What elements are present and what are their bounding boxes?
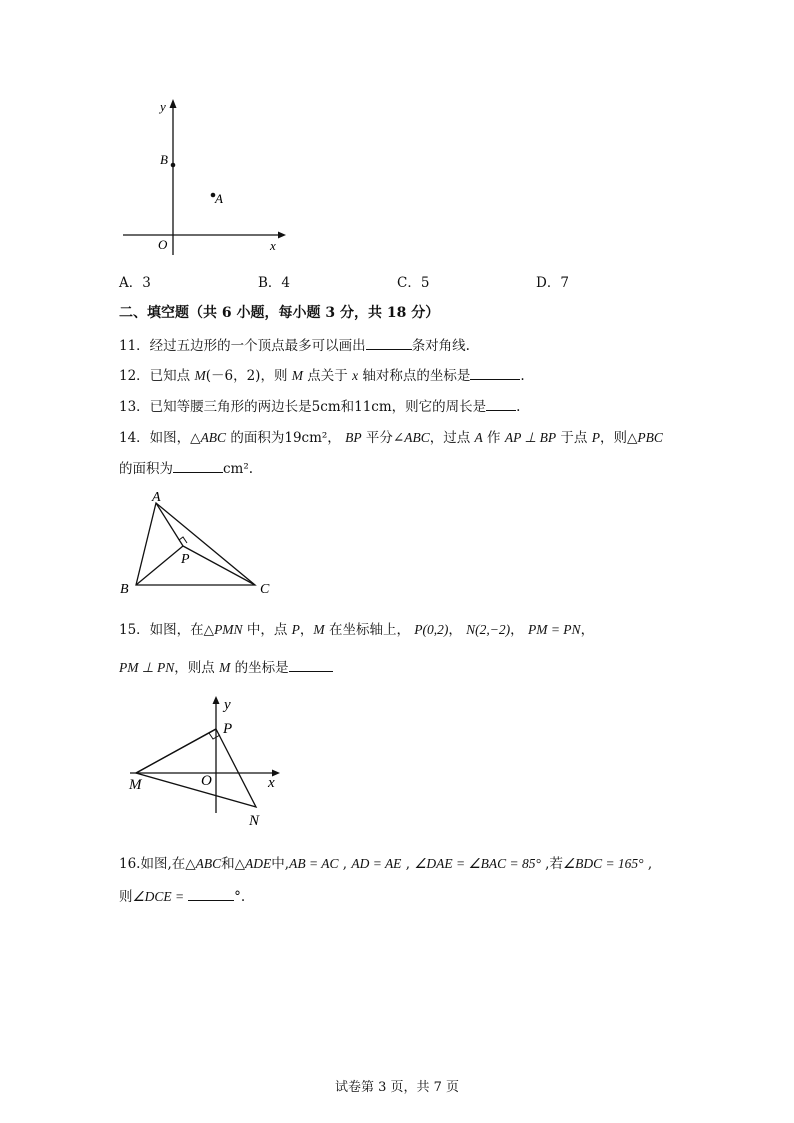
q14-p: P: [591, 430, 600, 445]
q14-part7: ，则△: [599, 430, 638, 446]
q15-p-coord: P(0,2): [414, 622, 449, 637]
q15-m2: M: [219, 660, 231, 675]
label-m: M: [129, 777, 142, 793]
q16-c3: ∠DAE = ∠BAC = 85°: [414, 856, 541, 871]
q14-bp: BP: [345, 430, 362, 445]
q12-x: x: [352, 368, 359, 383]
question-15-line2: [119, 656, 333, 676]
question-12: [119, 364, 525, 384]
q14-pbc: PBC: [637, 430, 663, 445]
q13-text: 13．已知等腰三角形的两边长是5cm和11cm，则它的周长是: [119, 399, 487, 415]
q13-answer-blank[interactable]: [486, 398, 516, 411]
option-b: B．4: [258, 275, 291, 291]
q14-abc: ABC: [200, 430, 227, 445]
segment-pc: [183, 546, 255, 585]
triangle-abc: [136, 503, 255, 585]
page-footer: 试卷第 3 页，共 7 页: [334, 1080, 460, 1095]
q15-n-coord: N(2,−2): [466, 622, 511, 637]
q15-perp: PM ⊥ PN: [119, 660, 175, 675]
q16-part3: 中,: [271, 856, 290, 872]
q14-line2-after: cm².: [223, 461, 254, 477]
q15-p: P: [291, 622, 300, 637]
q14-a: A: [474, 430, 483, 445]
q15-part5: ，则点: [174, 660, 220, 676]
q11-text-before: 11．经过五边形的一个顶点最多可以画出: [119, 338, 366, 354]
q14-abc2: ABC: [404, 430, 430, 445]
y-axis-arrow: [170, 99, 177, 108]
figure-coordinate-points: [118, 95, 298, 260]
segment-mp-ext: [136, 729, 216, 773]
question-14-line1: [119, 426, 663, 446]
q15-part2: 中，点: [242, 622, 292, 638]
label-n: N: [249, 813, 260, 828]
q16-abc: ABC: [195, 856, 222, 871]
point-b-dot: [171, 163, 176, 168]
point-b-label: B: [160, 152, 168, 167]
x-axis-label: x: [270, 238, 276, 253]
option-c: C．5: [397, 275, 430, 291]
label-p: P: [181, 552, 190, 567]
q16-answer-blank[interactable]: [188, 888, 234, 901]
q15-answer-blank[interactable]: [289, 659, 333, 672]
figure-triangle-abc: [112, 487, 282, 597]
q12-m2: M: [291, 368, 303, 383]
q14-part5: 作: [482, 430, 505, 446]
q14-ap-bp: AP ⊥ BP: [504, 430, 557, 445]
q12-end: .: [520, 368, 525, 384]
q16-part4: ,若: [540, 856, 563, 872]
q16-line2-before: 则: [119, 889, 133, 905]
q12-mid: 点关于: [303, 368, 353, 384]
q15-pmn: PMN: [214, 622, 243, 637]
y-axis-arrow: [213, 696, 220, 704]
q12-coords: (－6，2)，则: [205, 368, 292, 384]
q16-dce: ∠DCE =: [132, 889, 185, 904]
q15-m: M: [313, 622, 325, 637]
q16-line2-after: °.: [234, 889, 246, 905]
q15-sep2: ，: [510, 622, 524, 638]
q15-part3: ，: [299, 622, 314, 638]
question-15-line1: [119, 618, 594, 638]
question-14-line2: [119, 457, 253, 477]
q16-ade: ADE: [245, 856, 272, 871]
section-heading: 二、填空题（共 6 小题，每小题 3 分，共 18 分）: [119, 305, 440, 321]
label-a: A: [152, 490, 161, 505]
figure-triangle-pmn: [122, 693, 292, 828]
point-a-label: A: [215, 191, 223, 206]
q16-part5: ,: [643, 856, 653, 872]
q16-sep2: ,: [401, 856, 415, 872]
label-x: x: [268, 775, 275, 791]
label-c: C: [260, 582, 270, 597]
q14-part1: 14．如图，△: [119, 430, 201, 446]
label-b: B: [120, 582, 129, 597]
q15-end1: ，: [580, 622, 595, 638]
q11-answer-blank[interactable]: [366, 337, 412, 350]
origin-label: O: [158, 237, 168, 252]
q14-part4: ，过点: [429, 430, 475, 446]
q16-part1: 16.如图,在△: [119, 856, 196, 872]
q14-part3: 平分∠: [361, 430, 405, 446]
q15-eq: PM = PN: [527, 622, 581, 637]
option-a: A．3: [119, 275, 151, 291]
q12-m: M: [194, 368, 206, 383]
q12-prefix: 12．已知点: [119, 368, 195, 384]
label-y: y: [224, 697, 231, 713]
option-d: D．7: [536, 275, 569, 291]
q16-c4: ∠BDC = 165°: [562, 856, 644, 871]
question-11: [119, 334, 470, 354]
q14-part6: 于点: [556, 430, 592, 446]
q16-part2: 和△: [221, 856, 246, 872]
q16-c1: AB = AC: [289, 856, 339, 871]
q14-part2: 的面积为19cm²，: [226, 430, 346, 446]
question-16-line1: [119, 852, 652, 872]
q14-line2-before: 的面积为: [119, 461, 173, 477]
y-axis-label: y: [160, 99, 166, 114]
question-16-line2: [119, 885, 245, 905]
q15-part6: 的坐标是: [230, 660, 289, 676]
q13-end: .: [516, 399, 521, 415]
q16-c2: AD = AE: [351, 856, 402, 871]
q15-part1: 15．如图，在△: [119, 622, 215, 638]
q15-part4: 在坐标轴上，: [324, 622, 415, 638]
x-axis-arrow: [278, 232, 286, 239]
q15-sep1: ，: [448, 622, 462, 638]
label-p: P: [223, 721, 233, 737]
q12-answer-blank[interactable]: [470, 367, 520, 380]
q14-answer-blank[interactable]: [173, 460, 223, 473]
segment-bp: [136, 546, 183, 585]
label-o: O: [201, 773, 212, 789]
q12-suffix: 轴对称点的坐标是: [358, 368, 471, 384]
question-13: [119, 395, 520, 415]
q11-text-after: 条对角线.: [411, 338, 470, 354]
q16-sep1: ,: [338, 856, 352, 872]
